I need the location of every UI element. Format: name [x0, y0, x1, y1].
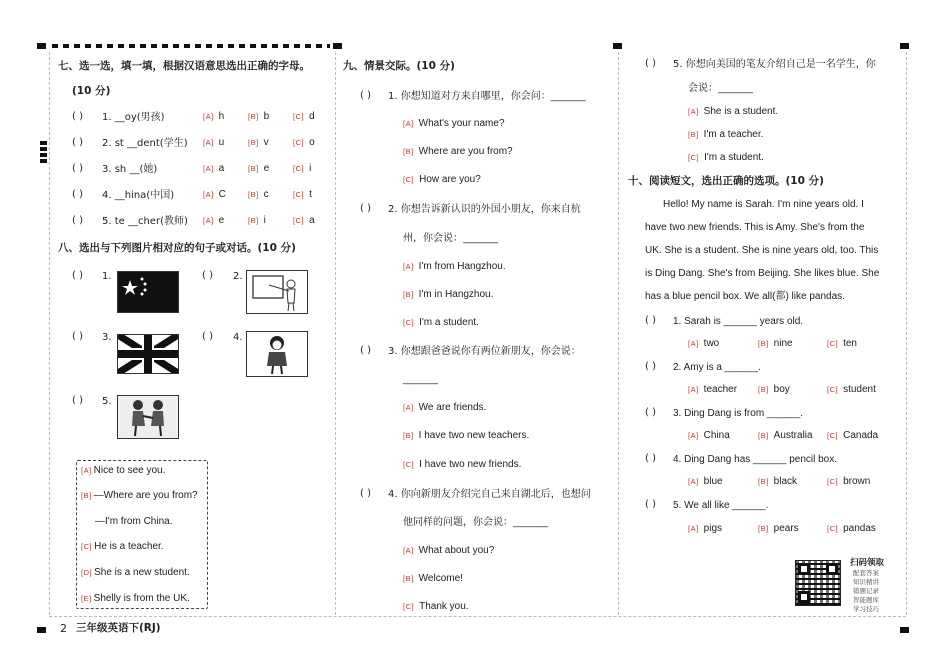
option-letter: [C] — [293, 138, 305, 147]
option-b — [248, 189, 269, 200]
answer-paren[interactable]: ( ) — [72, 331, 83, 342]
option-text: How are you? — [419, 174, 481, 185]
option-text: c — [263, 189, 269, 200]
option-text: Canada — [843, 430, 879, 441]
option-c — [403, 459, 521, 470]
option-letter: [C] — [293, 112, 305, 121]
option-text: o — [309, 137, 315, 148]
answer-paren[interactable]: ( ) — [360, 90, 371, 101]
option-letter: [A] — [403, 546, 414, 555]
top-dash-rule — [52, 44, 330, 48]
option-letter: [E] — [81, 594, 92, 603]
option-a — [688, 430, 730, 441]
corner-mark — [900, 627, 909, 633]
section10-title: 十、阅读短文，选出正确的选项。(10 分) — [628, 175, 824, 187]
answer-paren[interactable]: ( ) — [645, 58, 656, 69]
option-letter: [A] — [688, 477, 699, 486]
option-letter: [B] — [758, 385, 769, 394]
option-text: pigs — [703, 523, 723, 534]
option-text: She is a student. — [703, 106, 779, 117]
passage-line: have two new friends. This is Amy. She's from the — [645, 222, 865, 233]
option-text: —Where are you from? — [93, 490, 198, 501]
option-letter: [A] — [688, 431, 699, 440]
answer-paren[interactable]: ( ) — [72, 189, 83, 200]
option-c — [403, 174, 481, 185]
option-letter: [D] — [81, 568, 93, 577]
option-letter: [A] — [688, 385, 699, 394]
option-text: C — [218, 189, 226, 200]
option-text: I'm in Hangzhou. — [418, 289, 494, 300]
option-a — [403, 118, 505, 129]
question-text: 5. We all like ______. — [673, 500, 769, 511]
option-letter: [B] — [758, 477, 769, 486]
qr-caption: 配套答案 — [853, 569, 879, 577]
option-a — [688, 384, 737, 395]
answer-paren[interactable]: ( ) — [202, 270, 213, 281]
option-b — [758, 338, 793, 349]
option-text: black — [773, 476, 798, 487]
book-title: 三年级英语下(RJ) — [76, 622, 161, 634]
match-option — [81, 490, 198, 501]
option-text: I'm from Hangzhou. — [418, 261, 506, 272]
option-letter: [B] — [403, 147, 414, 156]
option-text: brown — [843, 476, 871, 487]
qr-caption: 知识精讲 — [853, 578, 879, 586]
pic-number: 2. — [233, 271, 243, 282]
options-box — [76, 460, 208, 609]
option-text: u — [218, 137, 225, 148]
reading-passage — [645, 193, 897, 308]
column-divider — [335, 52, 336, 615]
option-text: e — [218, 215, 225, 226]
question-text: 2. st __dent(学生) — [102, 138, 188, 149]
option-letter: [C] — [827, 477, 839, 486]
section9-title: 九、情景交际。(10 分) — [343, 60, 455, 72]
option-text: i — [263, 215, 266, 226]
option-letter: [A] — [403, 262, 414, 271]
option-letter: [A] — [203, 190, 214, 199]
option-text: We are friends. — [418, 402, 487, 413]
answer-paren[interactable]: ( ) — [360, 488, 371, 499]
option-text: She is a new student. — [94, 567, 190, 578]
question-text: 2. 你想告诉新认识的外国小朋友，你来自杭 — [388, 204, 581, 215]
option-a — [203, 111, 224, 122]
page-number: 2 — [60, 622, 67, 635]
option-letter: [C] — [293, 164, 305, 173]
option-text: China — [703, 430, 730, 441]
column-divider — [49, 52, 50, 615]
option-letter: [B] — [403, 290, 414, 299]
option-c — [827, 384, 876, 395]
qr-caption: 智能题库 — [853, 596, 879, 604]
corner-mark — [333, 43, 342, 49]
option-text: b — [263, 111, 270, 122]
option-c — [827, 338, 857, 349]
option-b — [403, 430, 529, 441]
option-letter: [A] — [688, 107, 699, 116]
answer-paren[interactable]: ( ) — [72, 137, 83, 148]
option-letter: [A] — [203, 164, 214, 173]
option-c — [827, 476, 870, 487]
option-text: I have two new teachers. — [418, 430, 530, 441]
option-letter: [B] — [248, 216, 259, 225]
pic-number: 5. — [102, 396, 112, 407]
option-letter: [B] — [248, 190, 259, 199]
option-text: Nice to see you. — [93, 465, 166, 476]
option-letter: [B] — [248, 164, 259, 173]
option-letter: [C] — [827, 431, 839, 440]
option-text: Welcome! — [418, 573, 463, 584]
option-letter: [C] — [827, 385, 839, 394]
option-text: nine — [773, 338, 793, 349]
option-letter: [B] — [758, 431, 769, 440]
question-text: 3. sh __(她) — [102, 164, 158, 175]
option-letter: [C] — [403, 175, 415, 184]
option-text: What about you? — [418, 545, 495, 556]
option-text: Where are you from? — [418, 146, 513, 157]
option-a — [688, 476, 723, 487]
option-text: Thank you. — [419, 601, 469, 612]
option-letter: [B] — [248, 138, 259, 147]
option-a — [688, 338, 719, 349]
teacher-icon — [247, 271, 307, 313]
option-letter: [C] — [688, 153, 700, 162]
girl-student-picture — [246, 331, 308, 377]
star-icon — [118, 272, 178, 312]
option-text: h — [218, 111, 225, 122]
option-letter: [B] — [403, 574, 414, 583]
china-flag-picture — [117, 271, 179, 313]
option-text: teacher — [703, 384, 738, 395]
option-b — [248, 137, 269, 148]
option-a — [688, 106, 778, 117]
match-option — [81, 541, 164, 552]
answer-paren[interactable]: ( ) — [72, 215, 83, 226]
option-c — [403, 317, 479, 328]
question-text: 1. Sarah is ______ years old. — [673, 316, 804, 327]
answer-paren[interactable]: ( ) — [645, 453, 656, 464]
question-text-cont: 会说：_______ — [688, 83, 753, 94]
passage-line: UK. She is a student. She is nine years old, too. This — [645, 245, 879, 256]
option-letter: [C] — [293, 216, 305, 225]
option-a — [403, 545, 494, 556]
answer-paren[interactable]: ( ) — [645, 361, 656, 372]
option-letter: [A] — [688, 524, 699, 533]
question-text: 4. __hina(中国) — [102, 190, 175, 201]
option-text: I'm a student. — [704, 152, 764, 163]
passage-line: is Ding Dang. She's from Beijing. She likes blue. She — [645, 268, 880, 279]
option-letter: [A] — [403, 119, 414, 128]
option-text: v — [263, 137, 269, 148]
side-marks — [40, 141, 47, 165]
section7-title: 七、选一选，填一填，根据汉语意思选出正确的字母。 — [58, 60, 310, 72]
option-text: d — [309, 111, 315, 122]
corner-mark — [900, 43, 909, 49]
uk-flag-icon — [118, 335, 178, 373]
pic-number: 1. — [102, 271, 112, 282]
corner-mark — [613, 43, 622, 49]
option-c — [293, 215, 315, 226]
option-b — [403, 146, 513, 157]
question-text-cont: 州，你会说：_______ — [403, 233, 498, 244]
qr-title: 扫码领取 — [850, 558, 885, 568]
question-text: 3. Ding Dang is from ______. — [673, 408, 804, 419]
answer-paren[interactable]: ( ) — [202, 331, 213, 342]
option-b — [248, 215, 266, 226]
option-letter: [A] — [81, 466, 92, 475]
option-letter: [C] — [81, 542, 93, 551]
question-text: 4. Ding Dang has ______ pencil box. — [673, 454, 838, 465]
option-a — [688, 523, 722, 534]
answer-paren[interactable]: ( ) — [360, 345, 371, 356]
question-text: 4. 你向新朋友介绍完自己来自湖北后，也想问 — [388, 489, 591, 500]
option-b — [688, 129, 763, 140]
option-letter: [B] — [403, 431, 414, 440]
qr-caption: 学习技巧 — [853, 605, 879, 613]
corner-mark — [37, 627, 46, 633]
option-letter: [C] — [827, 339, 839, 348]
option-text: —I'm from China. — [95, 516, 173, 527]
question-text: 2. Amy is a ______. — [673, 362, 761, 373]
option-letter: [B] — [758, 524, 769, 533]
option-a — [403, 402, 486, 413]
section7-score: (10 分) — [72, 85, 111, 97]
option-letter: [B] — [758, 339, 769, 348]
option-letter: [C] — [403, 460, 415, 469]
option-text: What's your name? — [418, 118, 505, 129]
match-option — [81, 567, 190, 578]
qr-caption: 错题记录 — [853, 587, 879, 595]
option-b — [758, 476, 797, 487]
answer-paren[interactable]: ( ) — [360, 203, 371, 214]
section8-title: 八、选出与下列图片相对应的句子或对话。(10 分) — [58, 242, 296, 254]
option-b — [248, 111, 269, 122]
option-a — [203, 137, 224, 148]
option-text: blue — [703, 476, 723, 487]
option-text: He is a teacher. — [94, 541, 164, 552]
qr-code[interactable] — [795, 560, 841, 606]
answer-paren[interactable]: ( ) — [72, 111, 83, 122]
option-text: ten — [843, 338, 857, 349]
option-a — [203, 189, 226, 200]
option-text: e — [263, 163, 270, 174]
bottom-rule — [49, 616, 906, 617]
match-option — [81, 593, 190, 604]
option-a — [203, 163, 224, 174]
option-c — [293, 111, 315, 122]
question-text: 3. 你想跟爸爸说你有两位新朋友，你会说： — [388, 346, 581, 357]
question-text: 5. te __cher(教师) — [102, 216, 188, 227]
option-b — [758, 384, 790, 395]
option-text: a — [309, 215, 315, 226]
question-text-cont: _______ — [403, 374, 438, 385]
pic-number: 4. — [233, 332, 243, 343]
girl-icon — [247, 332, 307, 376]
corner-mark — [37, 43, 46, 49]
option-b — [758, 523, 799, 534]
answer-paren[interactable]: ( ) — [645, 315, 656, 326]
option-text: t — [309, 189, 312, 200]
answer-paren[interactable]: ( ) — [645, 407, 656, 418]
passage-line: Hello! My name is Sarah. I'm nine years old. I — [663, 199, 864, 210]
option-c — [827, 523, 876, 534]
option-letter: [C] — [403, 318, 415, 327]
option-letter: [A] — [688, 339, 699, 348]
answer-paren[interactable]: ( ) — [72, 163, 83, 174]
option-text: pears — [773, 523, 799, 534]
option-letter: [B] — [81, 491, 92, 500]
uk-flag-picture — [117, 334, 179, 374]
option-text: student — [843, 384, 876, 395]
option-letter: [C] — [827, 524, 839, 533]
option-a — [403, 261, 506, 272]
option-c — [293, 163, 311, 174]
column-divider — [906, 52, 907, 615]
option-text: i — [309, 163, 312, 174]
question-text: 1. __oy(男孩) — [102, 112, 165, 123]
option-letter: [B] — [248, 112, 259, 121]
option-text: two — [703, 338, 720, 349]
option-text: I have two new friends. — [419, 459, 522, 470]
option-b — [248, 163, 269, 174]
option-a — [203, 215, 224, 226]
question-text: 1. 你想知道对方来自哪里，你会问：_______ — [388, 91, 586, 102]
column-divider — [618, 52, 619, 615]
answer-paren[interactable]: ( ) — [72, 270, 83, 281]
match-option — [95, 516, 172, 527]
pic-number: 3. — [102, 332, 112, 343]
option-text: I'm a teacher. — [703, 129, 764, 140]
option-text: I'm a student. — [419, 317, 479, 328]
option-letter: [A] — [203, 138, 214, 147]
option-c — [688, 152, 764, 163]
option-c — [293, 189, 312, 200]
option-letter: [B] — [688, 130, 699, 139]
option-letter: [C] — [403, 602, 415, 611]
match-option — [81, 465, 165, 476]
passage-line: has a blue pencil box. We all(都) like pandas. — [645, 291, 845, 302]
option-text: boy — [773, 384, 790, 395]
option-text: a — [218, 163, 225, 174]
option-c — [293, 137, 315, 148]
handshake-picture — [117, 395, 179, 439]
option-b — [758, 430, 813, 441]
question-text: 5. 你想向美国的笔友介绍自己是一名学生，你 — [673, 59, 876, 70]
teacher-blackboard-picture — [246, 270, 308, 314]
option-text: pandas — [843, 523, 876, 534]
option-letter: [A] — [203, 216, 214, 225]
answer-paren[interactable]: ( ) — [72, 395, 83, 406]
option-text: Shelly is from the UK. — [93, 593, 190, 604]
answer-paren[interactable]: ( ) — [645, 499, 656, 510]
option-c — [827, 430, 878, 441]
option-b — [403, 573, 463, 584]
option-letter: [C] — [293, 190, 305, 199]
option-text: Australia — [773, 430, 813, 441]
handshake-icon — [118, 396, 178, 438]
option-c — [403, 601, 469, 612]
question-text-cont: 他同样的问题，你会说：_______ — [403, 517, 548, 528]
option-letter: [A] — [403, 403, 414, 412]
option-b — [403, 289, 493, 300]
option-letter: [A] — [203, 112, 214, 121]
